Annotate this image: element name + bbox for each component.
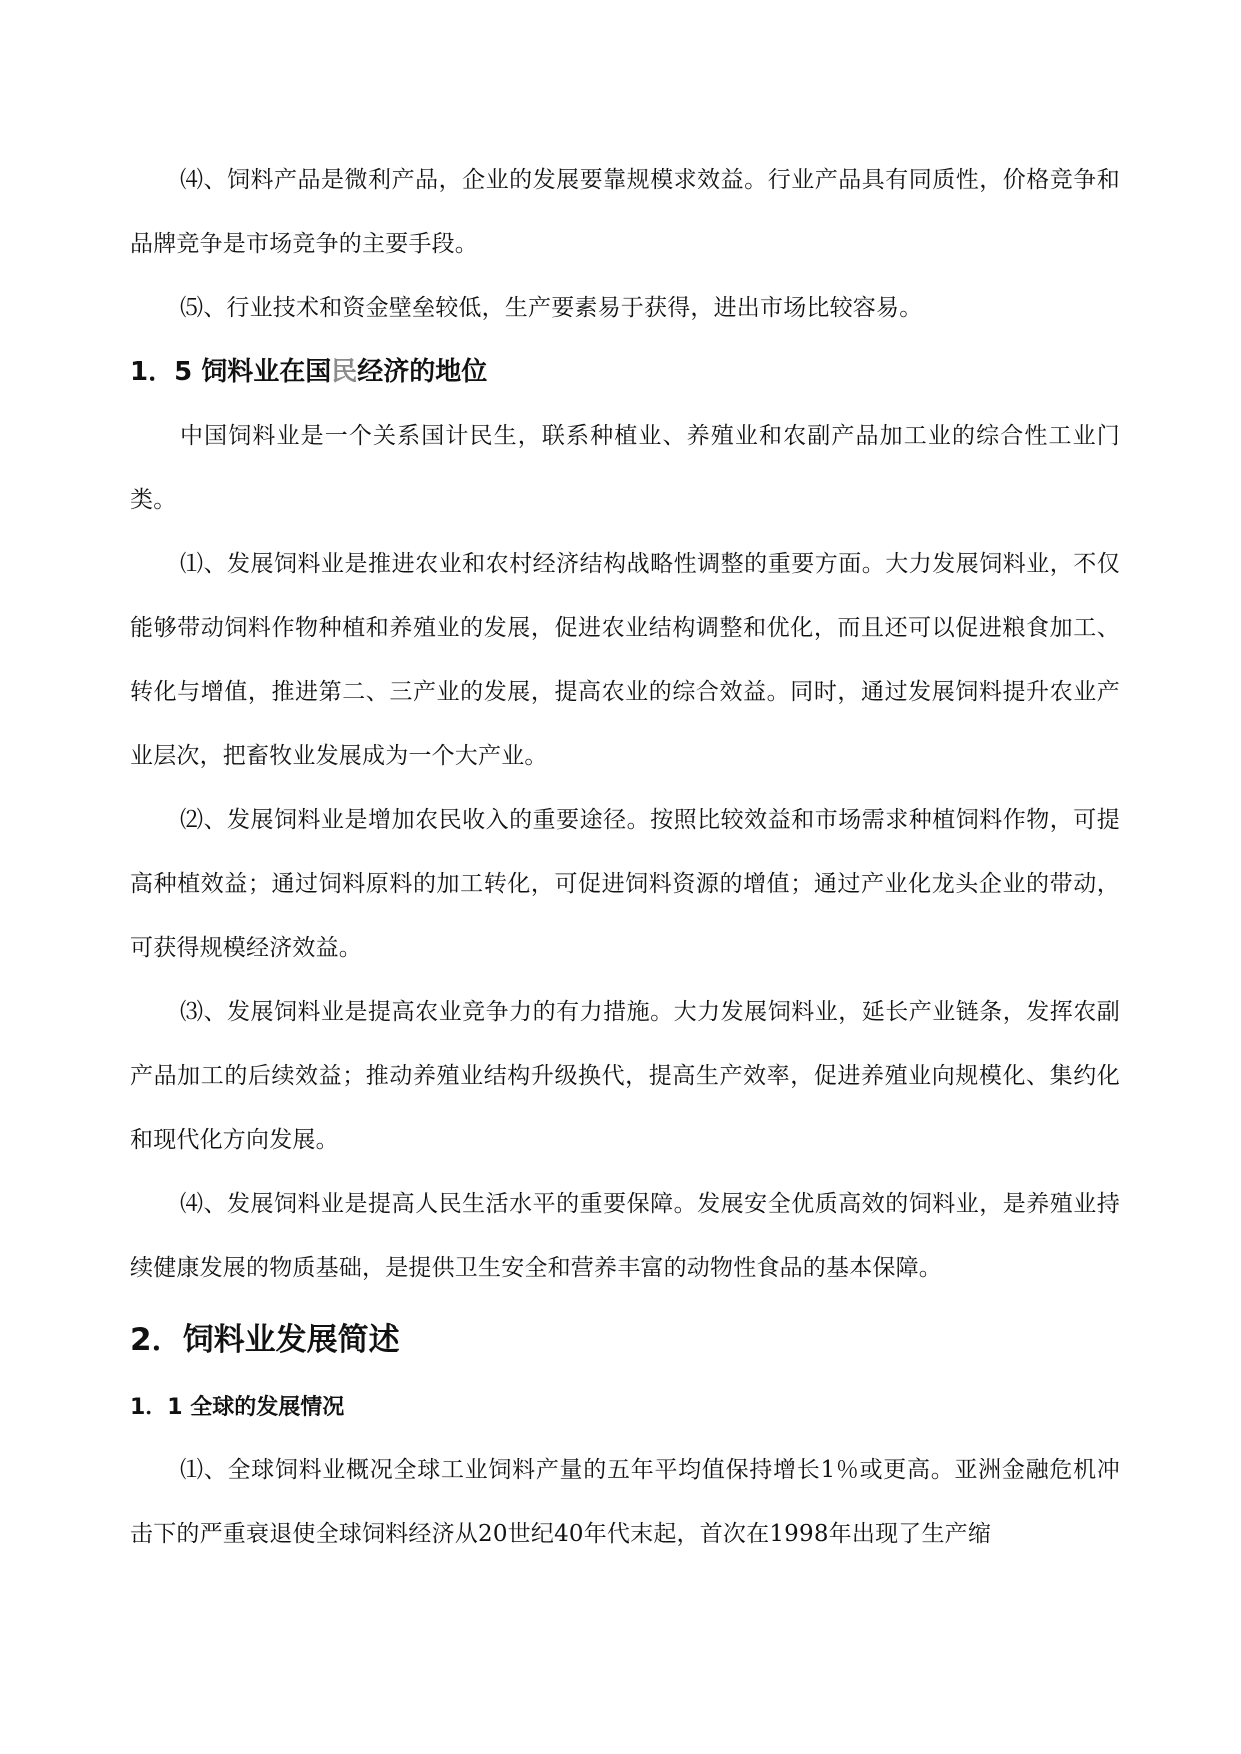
section-1-5-item-3: ⑶、发展饲料业是提高农业竞争力的有力措施。大力发展饲料业，延长产业链条，发挥农副产品加工的后续效益；推动养殖业结构升级换代，提高生产效率，促进养殖业向规模化、集约化和现代化方向发展。 (130, 999, 1120, 1153)
section-heading-1-5-pre: 1．5 饲料业在国 (130, 357, 332, 387)
section-heading-1-5-post: 经济的地位 (357, 357, 488, 387)
section-1-5-item-4: ⑷、发展饲料业是提高人民生活水平的重要保障。发展安全优质高效的饲料业，是养殖业持续健康发展的物质基础，是提供卫生安全和营养丰富的动物性食品的基本保障。 (130, 1191, 1120, 1281)
section-1-1-item-1: ⑴、全球饲料业概况全球工业饲料产量的五年平均值保持增长1％或更高。亚洲金融危机冲击下的严重衰退使全球饲料经济从20世纪40年代末起，首次在1998年出现了生产缩 (130, 1457, 1120, 1547)
section-heading-1-5 (130, 340, 1120, 404)
paragraph-item-4-top: ⑷、饲料产品是微利产品，企业的发展要靠规模求效益。行业产品具有同质性，价格竞争和品牌竞争是市场竞争的主要手段。 (130, 167, 1120, 257)
section-heading-1-1: 1．1 全球的发展情况 (130, 1395, 345, 1420)
paragraph-item-5-top: ⑸、行业技术和资金壁垒较低，生产要素易于获得，进出市场比较容易。 (180, 295, 923, 321)
section-1-5-item-1: ⑴、发展饲料业是推进农业和农村经济结构战略性调整的重要方面。大力发展饲料业，不仅能够带动饲料作物种植和养殖业的发展，促进农业结构调整和优化，而且还可以促进粮食加工、转化与增值，推进第二、三产业的发展，提高农业的综合效益。同时，通过发展饲料提升农业产业层次，把畜牧业发展成为一个大产业。 (130, 551, 1120, 769)
chapter-heading-2: 2．饲料业发展简述 (130, 1322, 400, 1358)
document-body (130, 148, 1120, 1566)
section-1-5-item-2: ⑵、发展饲料业是增加农民收入的重要途径。按照比较效益和市场需求种植饲料作物，可提高种植效益；通过饲料原料的加工转化，可促进饲料资源的增值；通过产业化龙头企业的带动，可获得规模经济效益。 (130, 807, 1120, 961)
section-heading-1-5-highlight: 民 (331, 357, 358, 387)
section-1-5-intro: 中国饲料业是一个关系国计民生，联系种植业、养殖业和农副产品加工业的综合性工业门类。 (130, 423, 1120, 513)
